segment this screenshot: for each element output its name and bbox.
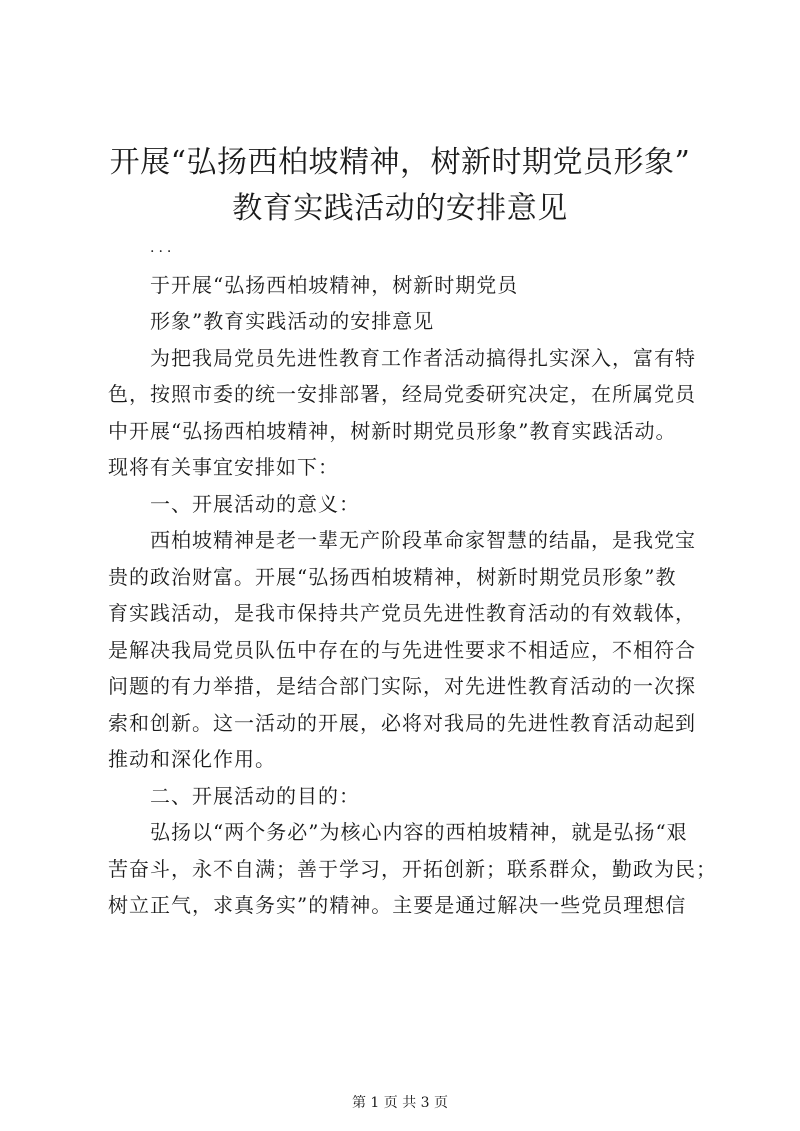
body-line: 弘扬以“两个务必”为核心内容的西柏坡精神，就是弘扬“艰	[150, 820, 688, 844]
title-line-1: 开展“弘扬西柏坡精神，树新时期党员形象”	[109, 145, 691, 180]
body-line: 于开展“弘扬西柏坡精神，树新时期党员	[150, 272, 519, 297]
ellipsis-marker: ...	[150, 240, 176, 256]
body-line: 推动和深化作用。	[108, 747, 276, 771]
body-line: 形象”教育实践活动的安排意见	[150, 309, 435, 333]
page-number-footer: 第 1 页 共 3 页	[351, 1095, 449, 1111]
title-line-2: 教育实践活动的安排意见	[232, 191, 568, 226]
document-body	[108, 230, 717, 924]
body-line: 育实践活动，是我市保持共产党员先进性教育活动的有效载体，	[108, 601, 696, 625]
body-line: 索和创新。这一活动的开展，必将对我局的先进性教育活动起到	[108, 710, 696, 735]
body-line: 中开展“弘扬西柏坡精神，树新时期党员形象”教育实践活动。	[108, 418, 677, 443]
document-title	[60, 140, 740, 232]
body-line: 现将有关事宜安排如下：	[108, 455, 339, 479]
section-heading: 一、开展活动的意义：	[150, 491, 360, 516]
body-line: 色，按照市委的统一安排部署，经局党委研究决定，在所属党员	[108, 382, 696, 406]
body-line: 问题的有力举措，是结合部门实际，对先进性教育活动的一次探	[108, 674, 696, 698]
body-line: 西柏坡精神是老一辈无产阶段革命家智慧的结晶，是我党宝	[150, 528, 696, 552]
body-line: 贵的政治财富。开展“弘扬西柏坡精神，树新时期党员形象”教	[108, 564, 677, 589]
body-line: 树立正气，求真务实”的精神。主要是通过解决一些党员理想信	[108, 893, 687, 917]
body-line: 是解决我局党员队伍中存在的与先进性要求不相适应，不相符合	[108, 637, 696, 662]
body-line: 为把我局党员先进性教育工作者活动搞得扎实深入，富有特	[150, 345, 696, 370]
body-line: 苦奋斗，永不自满；善于学习，开拓创新；联系群众，勤政为民；	[108, 856, 717, 881]
section-heading: 二、开展活动的目的：	[150, 783, 360, 808]
